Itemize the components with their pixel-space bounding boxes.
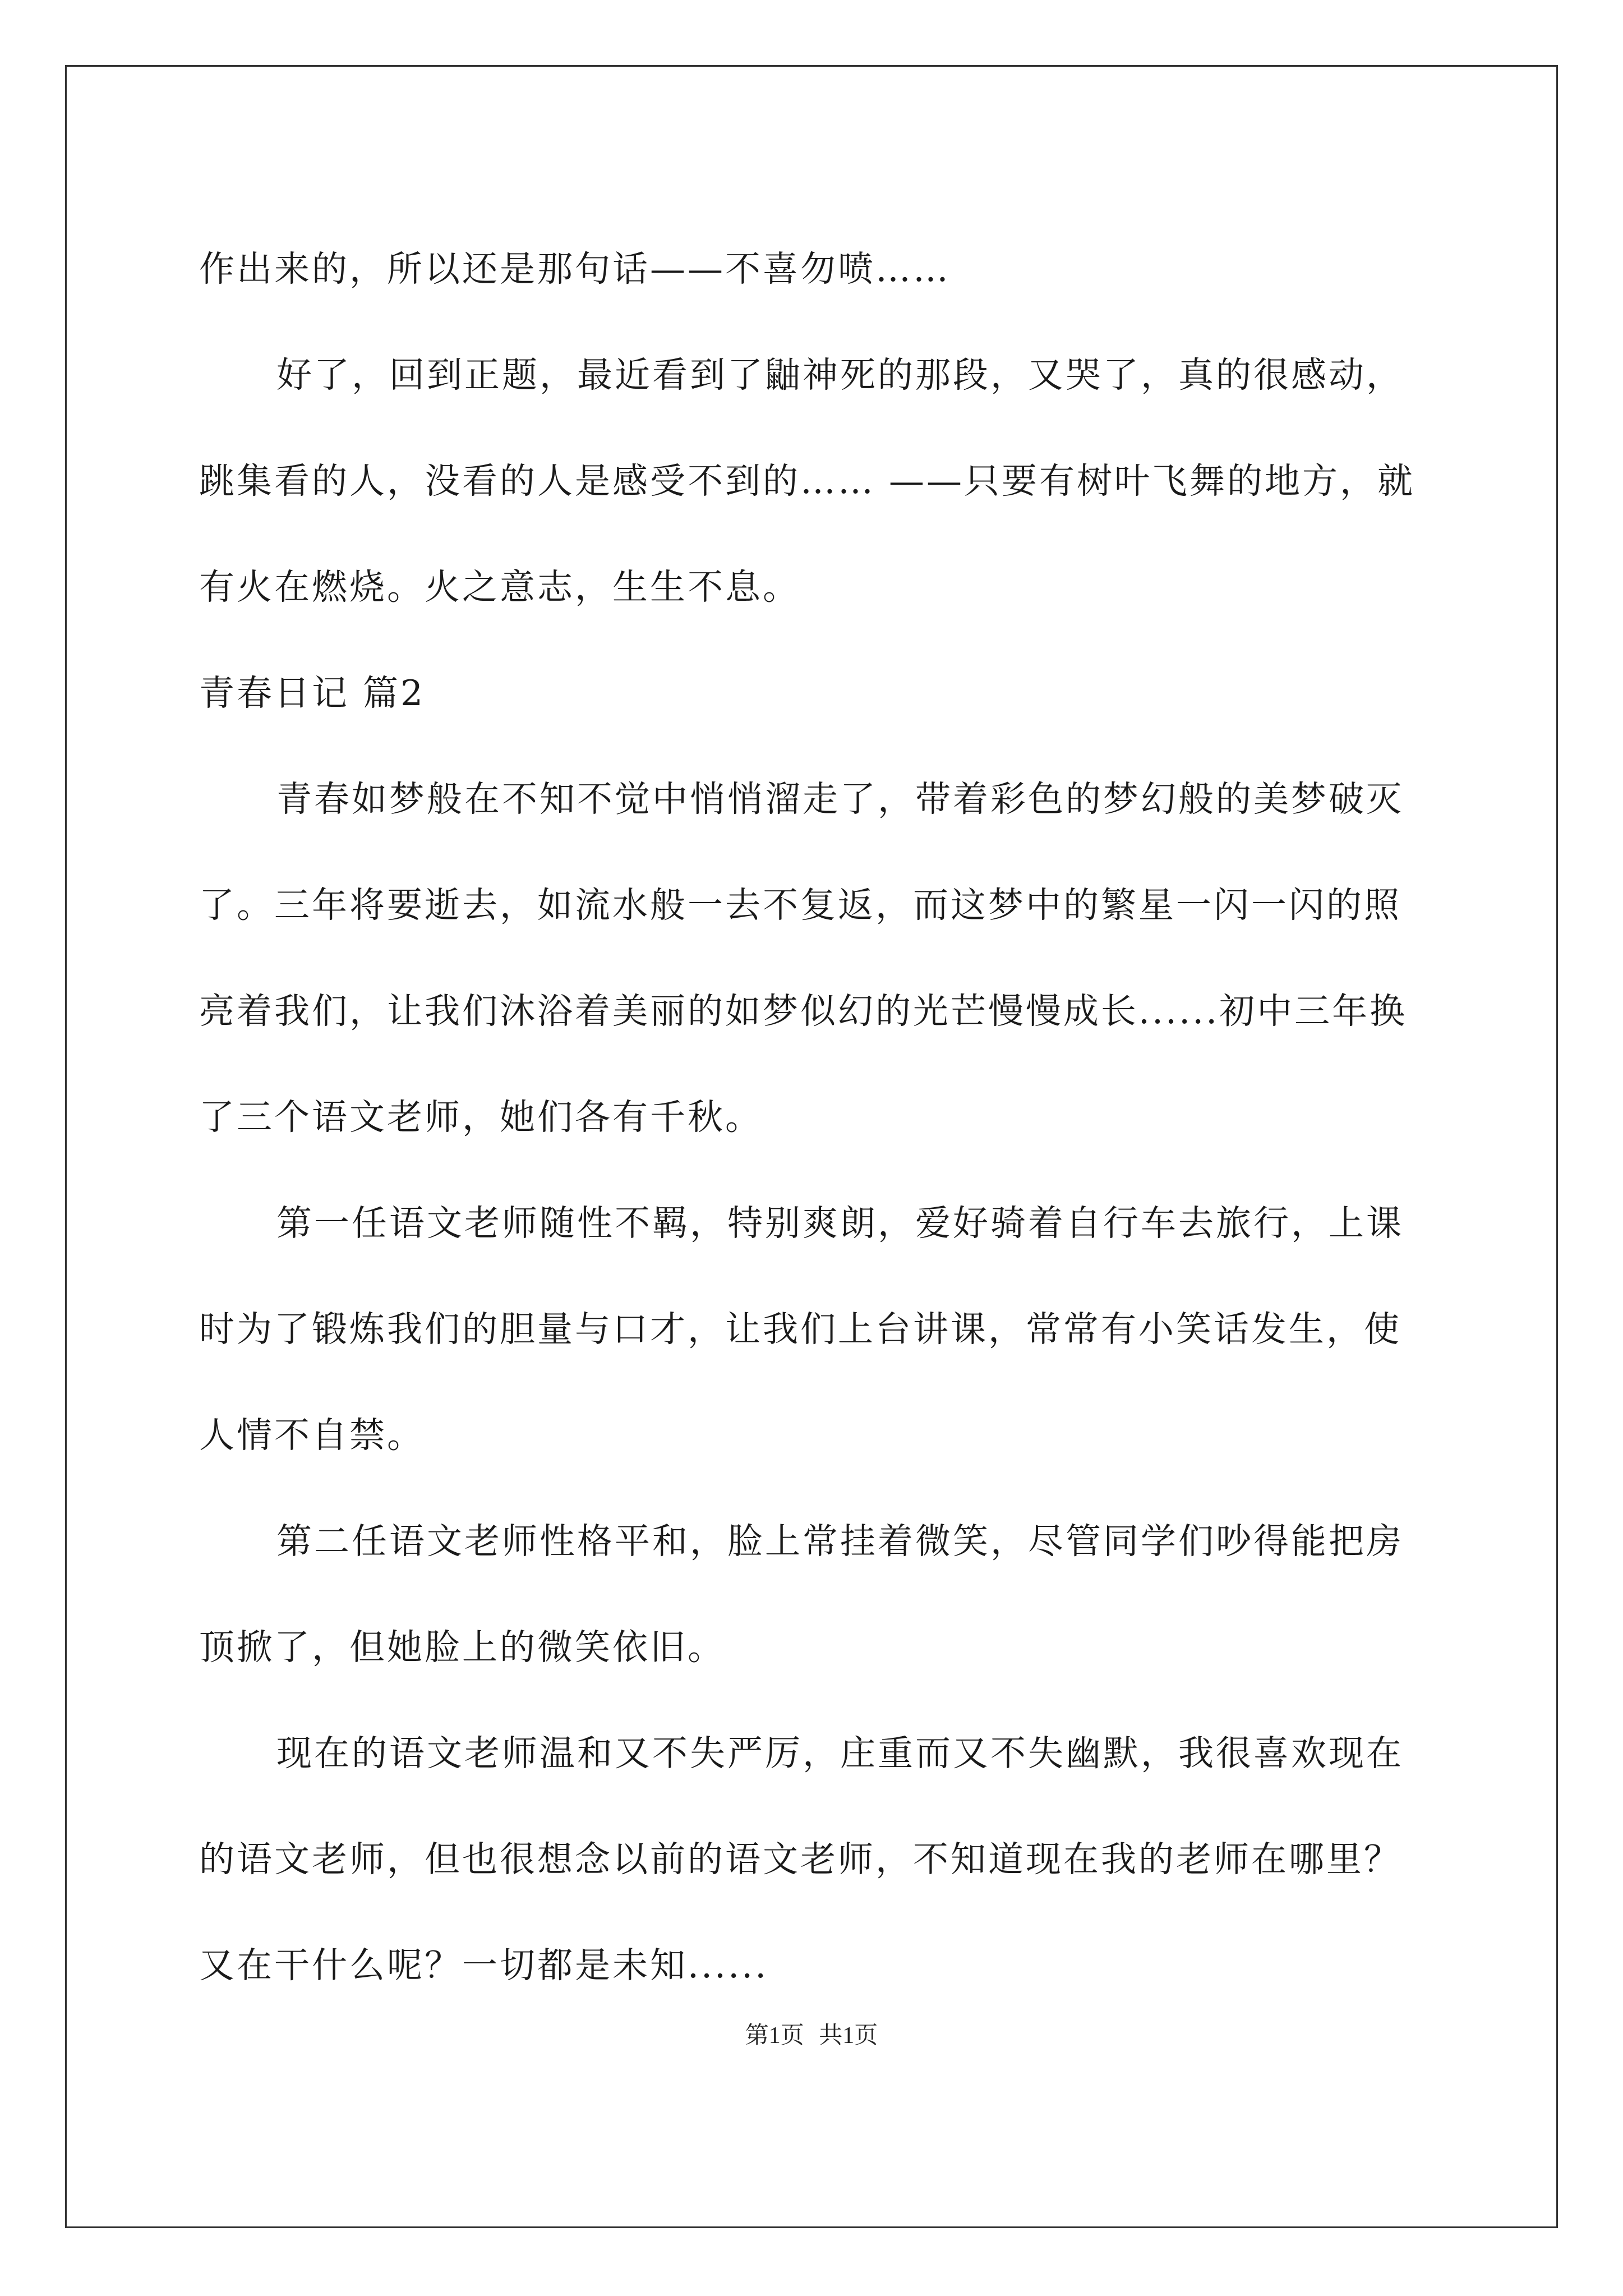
paragraph-6: 现在的语文老师温和又不失严厉，庄重而又不失幽默，我很喜欢现在的语文老师，但也很想念以前的语文老师，不知道现在我的老师在哪里？又在干什么呢？一切都是未知......	[199, 1733, 1404, 1986]
page-total: 共1页	[819, 2023, 878, 2049]
section-heading: 青春日记 篇2	[199, 673, 426, 714]
paragraph-5: 第二任语文老师性格平和，脸上常挂着微笑，尽管同学们吵得能把房顶掀了，但她脸上的微笑依旧。	[199, 1521, 1404, 1668]
paragraph-1: 作出来的，所以还是那句话——不喜勿喷……	[199, 249, 951, 289]
page-number: 第1页	[745, 2023, 804, 2049]
page-footer	[0, 2017, 1623, 2050]
document-body	[199, 216, 1433, 2018]
paragraph-4: 第一任语文老师随性不羁，特别爽朗，爱好骑着自行车去旅行，上课时为了锻炼我们的胆量与口才，让我们上台讲课，常常有小笑话发生，使人情不自禁。	[199, 1203, 1404, 1456]
paragraph-3: 青春如梦般在不知不觉中悄悄溜走了，带着彩色的梦幻般的美梦破灭了。三年将要逝去，如流水般一去不复返，而这梦中的繁星一闪一闪的照亮着我们，让我们沐浴着美丽的如梦似幻的光芒慢慢成长......初中三年换了三个语文老师，她们各有千秋。	[199, 779, 1408, 1138]
paragraph-2: 好了，回到正题，最近看到了鼬神死的那段，又哭了，真的很感动，跳集看的人，没看的人是感受不到的…… ——只要有树叶飞舞的地方，就有火在燃烧。火之意志，生生不息。	[199, 355, 1415, 608]
